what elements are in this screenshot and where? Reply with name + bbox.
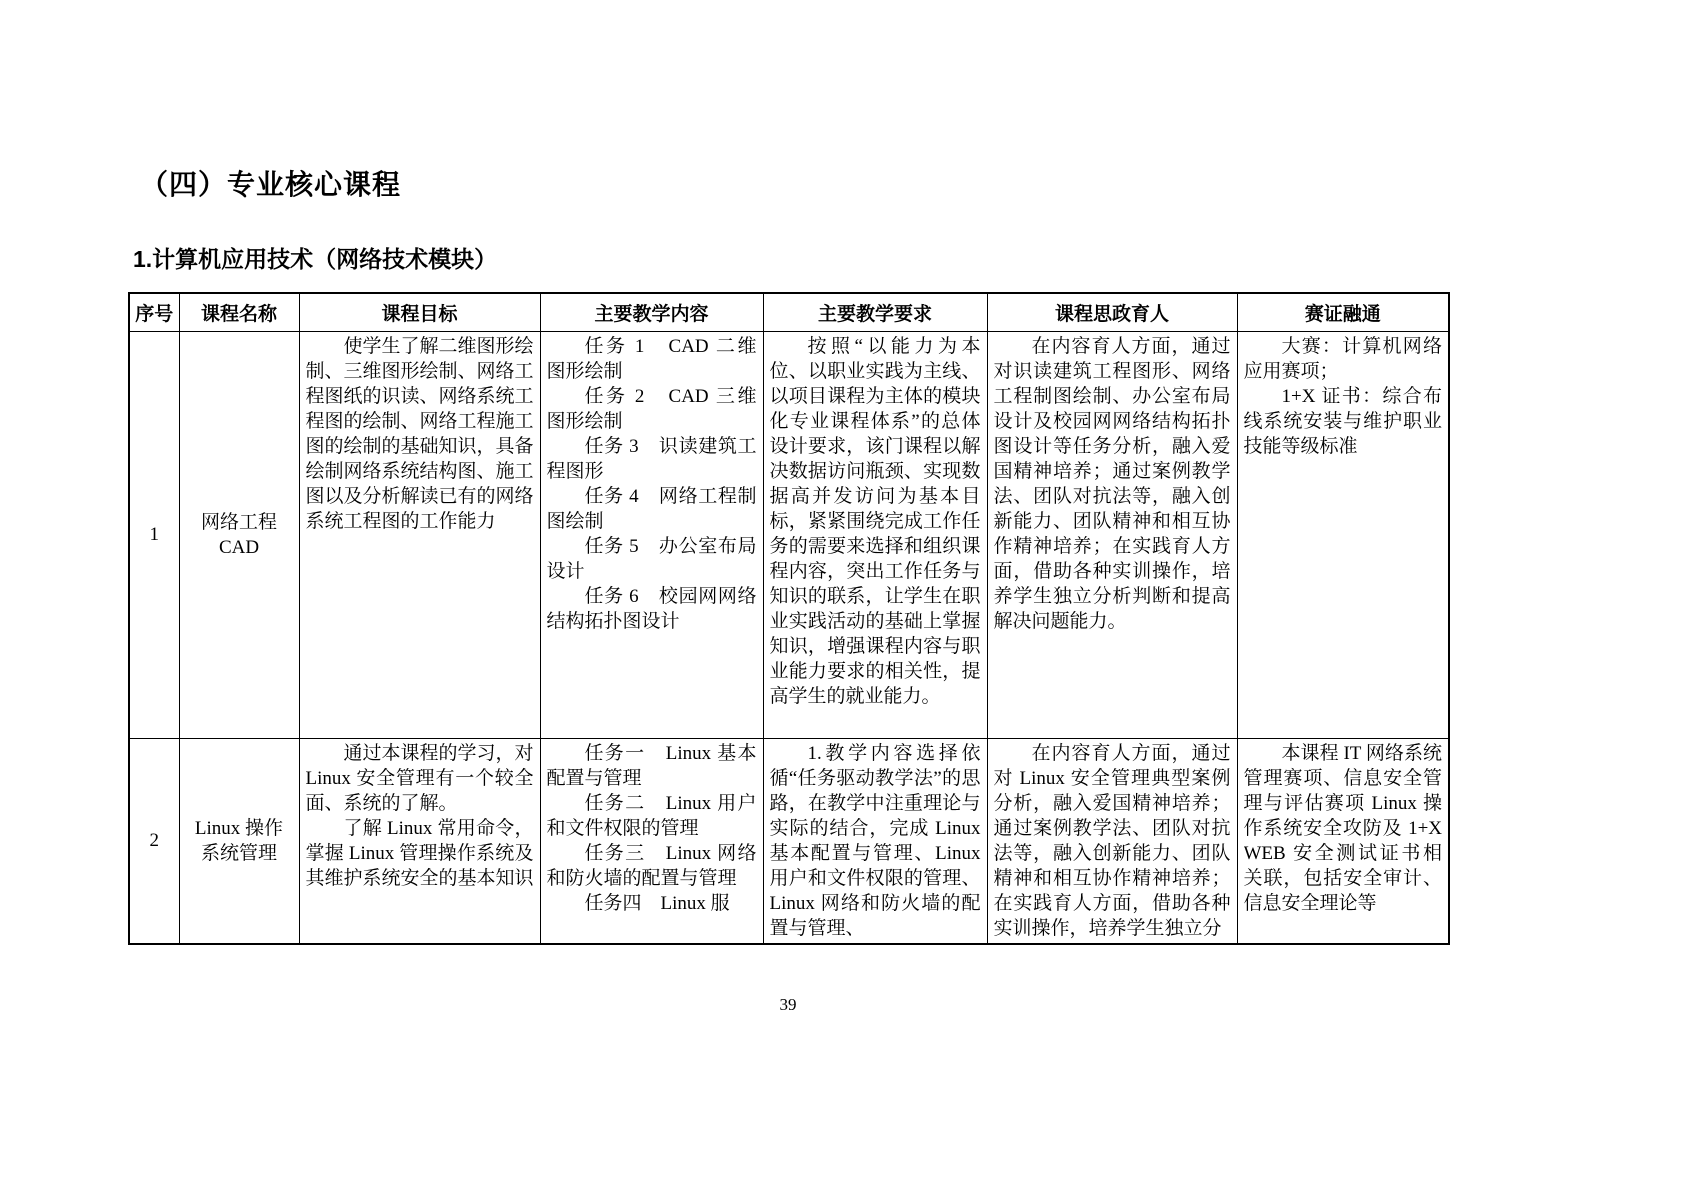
header-row (129, 293, 1449, 331)
competition-paragraph: 1+X 证书：综合布线系统安装与维护职业技能等级标准 (1243, 385, 1442, 457)
course-table (128, 292, 1450, 945)
content-item: 任务 2 CAD 三维图形绘制 (546, 385, 757, 432)
content-item: 任务 5 办公室布局设计 (546, 535, 757, 582)
ideology-paragraph: 在内容育人方面，通过对 Linux 安全管理典型案例分析，融入爱国精神培养；通过案例教学法、团队对抗法等，融入创新能力、团队精神和相互协作精神培养；在实践育人方面，借助各种实训操作，培养学生独立分 (993, 742, 1231, 939)
cell-course-name (179, 331, 299, 738)
cell-teaching-content (540, 738, 763, 944)
course-name-line: Linux 操作 (194, 817, 284, 839)
cell-course-goal (299, 738, 540, 944)
cell-competition-cert (1237, 331, 1449, 738)
section-title: （四）专业核心课程 (140, 169, 402, 200)
table-row (129, 738, 1449, 944)
cell-index: 1 (129, 331, 179, 738)
content-item: 任务 4 网络工程制图绘制 (546, 485, 757, 532)
course-name-line: 网络工程 (200, 511, 277, 533)
col-header-index: 序号 (129, 293, 179, 331)
content-item: 任务三 Linux 网络和防火墙的配置与管理 (546, 842, 757, 889)
page-number: 39 (779, 995, 797, 1014)
content-item: 任务 1 CAD 二维图形绘制 (546, 335, 757, 382)
competition-paragraph: 大赛：计算机网络应用赛项； (1243, 335, 1442, 382)
course-name-line: CAD (218, 536, 260, 558)
ideology-paragraph: 在内容育人方面，通过对识读建筑工程图形、网络工程制图绘制、办公室布局设计及校园网网络结构拓扑图设计等任务分析，融入爱国精神培养；通过案例教学法、团队对抗法等，融入创新能力、团队精神和相互协作精神培养；在实践育人方面，借助各种实训操作，培养学生独立分析判断和提高解决问题能力。 (993, 335, 1231, 632)
content-item: 任务四 Linux 服 (584, 892, 730, 914)
goal-paragraph: 了解 Linux 常用命令，掌握 Linux 管理操作系统及其维护系统安全的基本知识 (305, 817, 534, 889)
content-item: 任务 6 校园网网络结构拓扑图设计 (546, 585, 757, 632)
cell-course-goal (299, 331, 540, 738)
content-item: 任务一 Linux 基本配置与管理 (546, 742, 757, 789)
cell-index: 2 (129, 738, 179, 944)
goal-paragraph: 使学生了解二维图形绘制、三维图形绘制、网络工程图纸的识读、网络系统工程图的绘制、网络工程施工图的绘制的基础知识，具备绘制网络系统结构图、施工图以及分析解读已有的网络系统工程图的工作能力 (305, 335, 534, 532)
table-row (129, 331, 1449, 738)
content-item: 任务 3 识读建筑工程图形 (546, 435, 757, 482)
course-name-line: 系统管理 (200, 842, 277, 864)
col-header-course-name: 课程名称 (179, 293, 299, 331)
subsection-title: 1.计算机应用技术（网络技术模块） (133, 246, 498, 272)
cell-course-name (179, 738, 299, 944)
cell-competition-cert (1237, 738, 1449, 944)
col-header-teaching-content: 主要教学内容 (540, 293, 763, 331)
cell-teaching-requirements (763, 331, 987, 738)
cell-ideology (987, 331, 1237, 738)
cell-teaching-content (540, 331, 763, 738)
cell-teaching-requirements (763, 738, 987, 944)
goal-paragraph: 通过本课程的学习，对 Linux 安全管理有一个较全面、系统的了解。 (305, 742, 534, 814)
col-header-teaching-requirements: 主要教学要求 (763, 293, 987, 331)
col-header-ideology: 课程思政育人 (987, 293, 1237, 331)
competition-paragraph: 本课程 IT 网络系统管理赛项、信息安全管理与评估赛项 Linux 操作系统安全攻防及 1+X WEB 安全测试证书相关联，包括安全审计、信息安全理论等 (1243, 742, 1442, 914)
col-header-competition-cert: 赛证融通 (1237, 293, 1449, 331)
content-item: 任务二 Linux 用户和文件权限的管理 (546, 792, 757, 839)
requirements-paragraph: 按照“以能力为本位、以职业实践为主线、以项目课程为主体的模块化专业课程体系”的总体设计要求，该门课程以解决数据访问瓶颈、实现数据高并发访问为基本目标，紧紧围绕完成工作任务的需要来选择和组织课程内容，突出工作任务与知识的联系，让学生在职业实践活动的基础上掌握知识，增强课程内容与职业能力要求的相关性，提高学生的就业能力。 (769, 335, 981, 707)
cell-ideology (987, 738, 1237, 944)
requirements-paragraph: 1.教学内容选择依循“任务驱动教学法”的思路，在教学中注重理论与实际的结合，完成 Linux 基本配置与管理、Linux 用户和文件权限的管理、Linux 网络和防火墙的配置与管理、 (769, 742, 981, 939)
col-header-course-goal: 课程目标 (299, 293, 540, 331)
